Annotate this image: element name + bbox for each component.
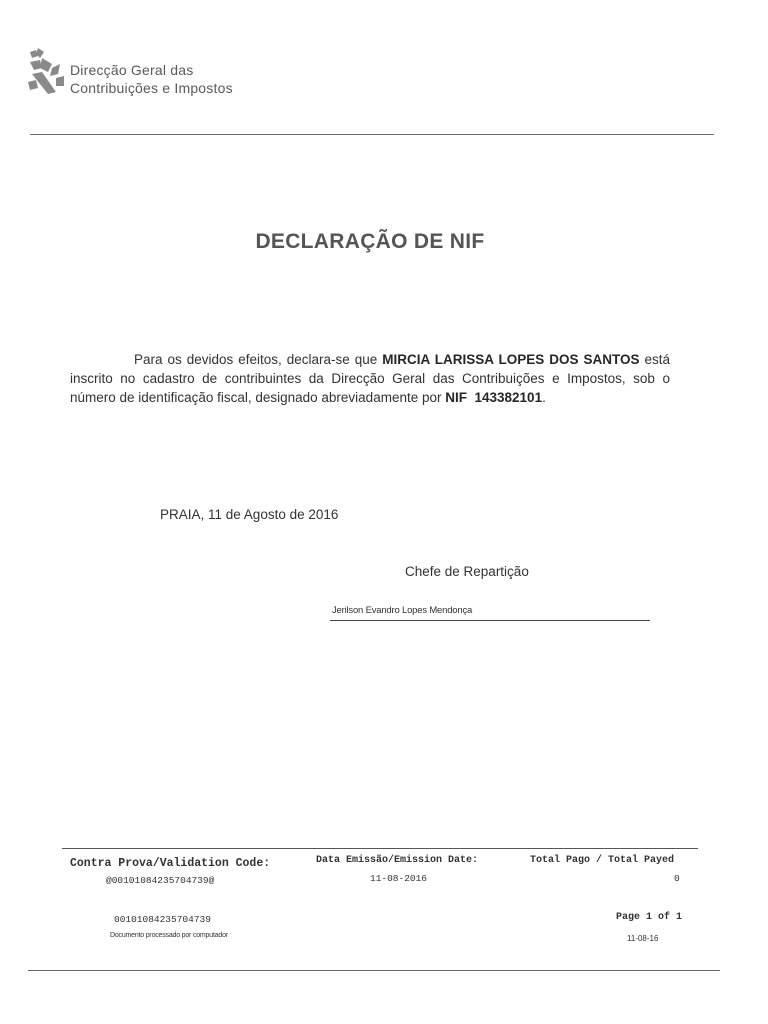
place-date: PRAIA, 11 de Agosto de 2016 (160, 507, 339, 522)
signatory-role: Chefe de Repartição (405, 564, 529, 579)
processed-by-computer-note: Documento processado por computador (110, 932, 228, 939)
footer-divider-top (62, 848, 698, 849)
nif-label: NIF (445, 390, 467, 405)
signature-line (330, 620, 650, 621)
emission-date-value: 11-08-2016 (370, 873, 428, 884)
dgci-logo-icon (26, 46, 66, 98)
header-divider (30, 134, 714, 135)
page-number: Page 1 of 1 (616, 912, 683, 923)
signatory-name: Jerilson Evandro Lopes Mendonça (332, 605, 473, 616)
emission-date-label: Data Emissão/Emission Date: (316, 855, 479, 866)
validation-code-label: Contra Prova/Validation Code: (70, 857, 271, 870)
org-name-line-1: Direcção Geral das (70, 62, 194, 78)
declaration-text-3: . (542, 390, 546, 405)
footer-date: 11-08-16 (627, 934, 659, 943)
declaration-paragraph (70, 350, 670, 407)
total-payed-label: Total Pago / Total Payed (530, 855, 675, 866)
footer-divider-bottom (28, 970, 720, 971)
taxpayer-name: MIRCIA LARISSA LOPES DOS SANTOS (382, 352, 640, 367)
document-title: DECLARAÇÃO DE NIF (255, 230, 485, 253)
nif-number: 143382101 (474, 390, 543, 405)
declaration-text-2: está inscrito no cadastro de contribuintes da Direcção Geral das Contribuições e Impostos, sob o número de identificação fiscal, designado abreviadamente por (70, 352, 670, 405)
declaration-text-1: Para os devidos efeitos, declara-se que (134, 352, 383, 367)
org-name-line-2: Contribuições e Impostos (70, 80, 233, 96)
total-payed-value: 0 (674, 873, 680, 884)
validation-code-barcode-text: @00101084235704739@ (106, 875, 215, 886)
validation-code: 00101084235704739 (114, 914, 211, 925)
